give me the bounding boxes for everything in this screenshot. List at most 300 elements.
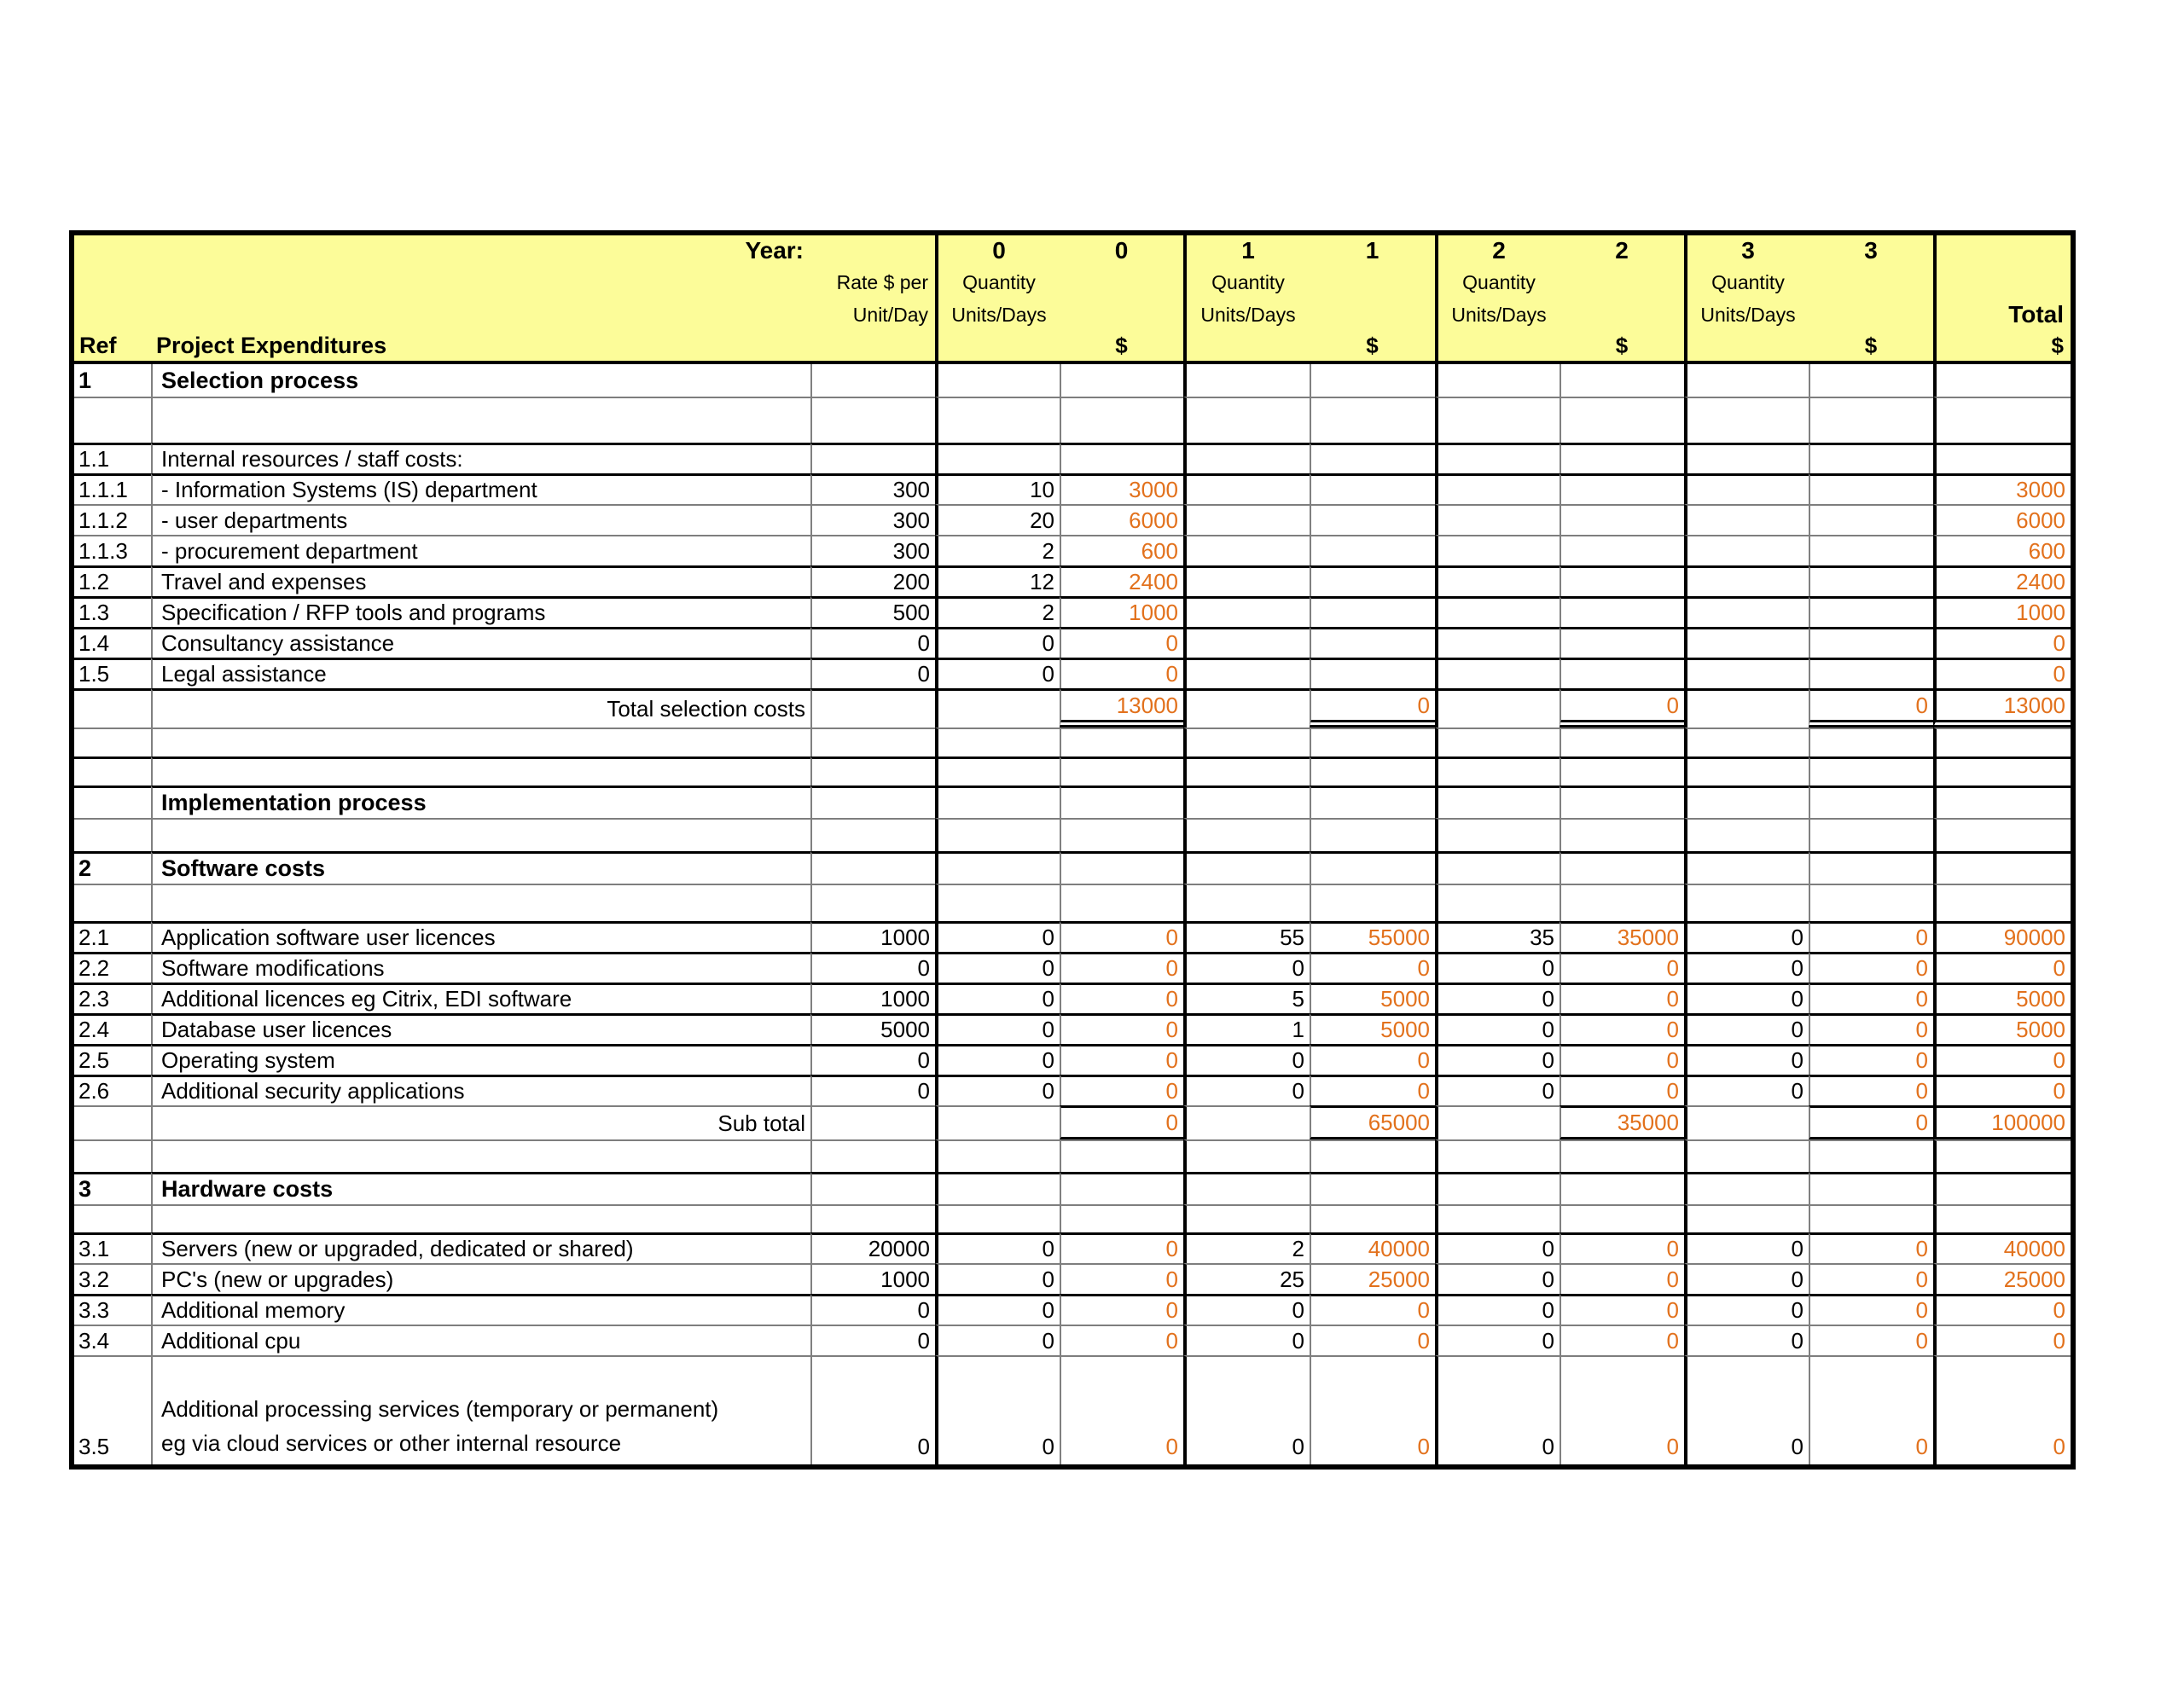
cell-description: Legal assistance — [151, 658, 810, 688]
year-2-qty-header: 2 — [1435, 235, 1560, 266]
cell-year3-qty — [1684, 786, 1809, 818]
cell-year1-dollars: 0 — [1310, 1294, 1435, 1325]
cell-ref: 1.1.2 — [74, 504, 151, 535]
cell-ref: 2.4 — [74, 1013, 151, 1044]
cell-year1-dollars — [1310, 851, 1435, 884]
cell-year3-qty: 0 — [1684, 952, 1809, 983]
cell-year3-dollars — [1809, 473, 1933, 504]
cell-total — [1933, 443, 2071, 473]
cell-description: Travel and expenses — [151, 565, 810, 596]
cell-year1-dollars: 25000 — [1310, 1263, 1435, 1294]
cell-year3-dollars — [1809, 851, 1933, 884]
cell-description: Total selection costs — [151, 688, 810, 728]
cell-year2-qty — [1435, 818, 1560, 851]
dollar-header: $ — [1615, 333, 1629, 358]
quantity-header: Quantity — [935, 266, 1060, 299]
cell-ref: 2.6 — [74, 1075, 151, 1105]
cell-year2-dollars — [1560, 473, 1684, 504]
header-spacer — [1809, 299, 1933, 331]
cell-rate — [810, 1105, 935, 1139]
cell-year0-dollars — [1060, 786, 1183, 818]
units-days-header: Units/Days — [1684, 299, 1809, 331]
cell-year0-qty — [935, 1172, 1060, 1204]
cell-year0-dollars: 0 — [1060, 921, 1183, 952]
cell-year3-qty — [1684, 627, 1809, 658]
cell-rate: 0 — [810, 1044, 935, 1075]
cell-ref — [74, 884, 151, 921]
cell-rate — [810, 884, 935, 921]
cell-rate — [810, 1139, 935, 1172]
cell-rate — [810, 364, 935, 397]
cell-year0-dollars — [1060, 818, 1183, 851]
cell-description: Software modifications — [151, 952, 810, 983]
cell-total — [1933, 818, 2071, 851]
cell-year1-qty — [1183, 565, 1310, 596]
cell-year0-qty — [935, 884, 1060, 921]
cell-year0-qty — [935, 443, 1060, 473]
cell-year2-dollars — [1560, 627, 1684, 658]
cell-total: 0 — [1933, 658, 2071, 688]
cell-year3-dollars — [1809, 1172, 1933, 1204]
cell-year3-dollars: 0 — [1809, 952, 1933, 983]
cell-year1-dollars — [1310, 1139, 1435, 1172]
cell-total — [1933, 786, 2071, 818]
cell-year2-dollars: 0 — [1560, 1325, 1684, 1355]
cell-rate — [810, 851, 935, 884]
cell-year0-qty — [935, 757, 1060, 786]
cell-year0-qty: 0 — [935, 658, 1060, 688]
cell-ref — [74, 1204, 151, 1232]
cell-year3-qty: 0 — [1684, 983, 1809, 1013]
cell-year0-dollars: 13000 — [1060, 688, 1183, 728]
cell-year2-dollars — [1560, 757, 1684, 786]
cell-total — [1933, 1204, 2071, 1232]
cell-year3-qty — [1684, 658, 1809, 688]
cell-year1-dollars — [1310, 596, 1435, 627]
cell-year1-qty — [1183, 1105, 1310, 1139]
header-spacer — [1060, 299, 1183, 331]
cell-rate: 0 — [810, 658, 935, 688]
cell-year1-dollars — [1310, 565, 1435, 596]
cell-ref — [74, 786, 151, 818]
cell-year3-qty: 0 — [1684, 1294, 1809, 1325]
cell-year2-dollars — [1560, 728, 1684, 757]
cell-description: Additional licences eg Citrix, EDI software — [151, 983, 810, 1013]
cell-year0-qty — [935, 688, 1060, 728]
cell-ref: 2 — [74, 851, 151, 884]
cell-year3-qty — [1684, 757, 1809, 786]
cell-ref: 1.1.1 — [74, 473, 151, 504]
cell-year3-qty — [1684, 688, 1809, 728]
cell-total: 13000 — [1933, 688, 2071, 728]
cell-year0-dollars: 0 — [1060, 1263, 1183, 1294]
cell-rate — [810, 1172, 935, 1204]
cell-year0-qty: 0 — [935, 1013, 1060, 1044]
cell-year2-qty — [1435, 364, 1560, 397]
cell-year2-dollars: 0 — [1560, 952, 1684, 983]
header-spacer — [1183, 331, 1310, 361]
cell-description: Additional memory — [151, 1294, 810, 1325]
cell-year3-dollars: 0 — [1809, 688, 1933, 728]
cell-year1-dollars — [1310, 1204, 1435, 1232]
cell-year0-dollars: 0 — [1060, 1105, 1183, 1139]
cell-rate: 0 — [810, 952, 935, 983]
cell-description: Additional security applications — [151, 1075, 810, 1105]
cell-rate: 300 — [810, 473, 935, 504]
cell-description: Sub total — [151, 1105, 810, 1139]
expenditure-table — [69, 230, 2076, 1470]
cell-year1-qty — [1183, 728, 1310, 757]
cell-year2-dollars: 0 — [1560, 1013, 1684, 1044]
cell-year0-dollars: 0 — [1060, 1294, 1183, 1325]
cell-year3-dollars: 0 — [1809, 1355, 1933, 1464]
cell-rate — [810, 728, 935, 757]
cell-year2-qty: 0 — [1435, 1044, 1560, 1075]
cell-year2-qty — [1435, 884, 1560, 921]
total-dollar-header: $ — [1933, 331, 2071, 361]
cell-total: 0 — [1933, 1075, 2071, 1105]
cell-year1-dollars — [1310, 397, 1435, 443]
cell-year3-dollars — [1809, 504, 1933, 535]
cell-year2-dollars: 0 — [1560, 1044, 1684, 1075]
cell-rate: 0 — [810, 1325, 935, 1355]
cell-year0-dollars: 0 — [1060, 952, 1183, 983]
cell-year2-dollars — [1560, 504, 1684, 535]
cell-year3-qty — [1684, 1204, 1809, 1232]
cell-total — [1933, 728, 2071, 757]
cell-year3-dollars — [1809, 757, 1933, 786]
cell-description: Software costs — [151, 851, 810, 884]
cell-year0-dollars: 1000 — [1060, 596, 1183, 627]
header-line-units — [74, 299, 2071, 331]
cell-year0-dollars: 2400 — [1060, 565, 1183, 596]
rate-header-line2: Unit/Day — [852, 303, 928, 326]
cell-year2-dollars: 0 — [1560, 1355, 1684, 1464]
cell-year0-dollars: 0 — [1060, 1013, 1183, 1044]
cell-year0-qty — [935, 1139, 1060, 1172]
cell-ref: 3.4 — [74, 1325, 151, 1355]
cell-year2-qty — [1435, 565, 1560, 596]
cell-year3-qty: 0 — [1684, 1263, 1809, 1294]
year-3-qty-header: 3 — [1684, 235, 1809, 266]
cell-ref — [74, 728, 151, 757]
cell-description: Application software user licences — [151, 921, 810, 952]
cell-year1-qty — [1183, 688, 1310, 728]
cell-description — [151, 757, 810, 786]
cell-year0-qty — [935, 364, 1060, 397]
cell-year3-qty — [1684, 397, 1809, 443]
cell-year2-dollars — [1560, 1139, 1684, 1172]
cell-description — [151, 1204, 810, 1232]
cell-year3-dollars — [1809, 535, 1933, 565]
cell-year2-qty: 0 — [1435, 1232, 1560, 1263]
cell-year2-dollars: 0 — [1560, 983, 1684, 1013]
cell-year1-dollars: 5000 — [1310, 983, 1435, 1013]
cell-year2-dollars — [1560, 535, 1684, 565]
quantity-header: Quantity — [1684, 266, 1809, 299]
expenditure-rows — [74, 364, 2071, 1464]
cell-year1-dollars: 0 — [1310, 1325, 1435, 1355]
cell-year2-dollars: 0 — [1560, 1075, 1684, 1105]
cell-year2-qty — [1435, 851, 1560, 884]
cell-total: 0 — [1933, 952, 2071, 983]
cell-year3-qty — [1684, 364, 1809, 397]
cell-rate: 0 — [810, 1294, 935, 1325]
cell-description: Specification / RFP tools and programs — [151, 596, 810, 627]
cell-year1-qty: 0 — [1183, 1044, 1310, 1075]
cell-year1-qty: 0 — [1183, 1325, 1310, 1355]
cell-year1-qty — [1183, 851, 1310, 884]
cell-year1-qty: 0 — [1183, 952, 1310, 983]
cell-rate: 300 — [810, 504, 935, 535]
cell-year2-qty: 35 — [1435, 921, 1560, 952]
description-line-1: Additional processing services (temporary or permanent) — [161, 1396, 719, 1422]
header-spacer — [1435, 331, 1560, 361]
cell-description — [151, 818, 810, 851]
cell-year0-qty — [935, 397, 1060, 443]
cell-year1-qty: 55 — [1183, 921, 1310, 952]
cell-total: 0 — [1933, 1294, 2071, 1325]
cell-year3-qty: 0 — [1684, 1044, 1809, 1075]
cell-year2-qty — [1435, 1204, 1560, 1232]
cell-year2-dollars — [1560, 1204, 1684, 1232]
cell-description: Additional cpu — [151, 1325, 810, 1355]
header-spacer — [935, 331, 1060, 361]
cell-total: 0 — [1933, 1355, 2071, 1464]
year-2-dollar-header: 2 — [1615, 237, 1629, 264]
cell-ref — [74, 1139, 151, 1172]
cell-year0-qty: 2 — [935, 535, 1060, 565]
cell-year2-dollars — [1560, 397, 1684, 443]
cell-year3-dollars: 0 — [1809, 1105, 1933, 1139]
cell-ref: 1.2 — [74, 565, 151, 596]
cell-year3-dollars — [1809, 786, 1933, 818]
rate-header-line1: Rate $ per — [836, 270, 928, 293]
cell-year1-qty — [1183, 884, 1310, 921]
cell-year1-dollars: 0 — [1310, 952, 1435, 983]
cell-year2-dollars: 35000 — [1560, 1105, 1684, 1139]
cell-year1-qty: 0 — [1183, 1355, 1310, 1464]
quantity-header: Quantity — [1183, 266, 1310, 299]
cell-rate: 1000 — [810, 983, 935, 1013]
cell-year2-qty — [1435, 658, 1560, 688]
cell-rate: 0 — [810, 627, 935, 658]
cell-year2-dollars: 0 — [1560, 688, 1684, 728]
cell-year1-dollars — [1310, 443, 1435, 473]
cell-year3-qty — [1684, 818, 1809, 851]
cell-year1-qty: 0 — [1183, 1294, 1310, 1325]
cell-year2-dollars — [1560, 658, 1684, 688]
cell-total: 3000 — [1933, 473, 2071, 504]
cell-ref: 1.4 — [74, 627, 151, 658]
cell-total: 1000 — [1933, 596, 2071, 627]
cell-year3-qty — [1684, 504, 1809, 535]
cell-total: 100000 — [1933, 1105, 2071, 1139]
cell-year2-qty — [1435, 728, 1560, 757]
total-header: Total — [1933, 299, 2071, 331]
cell-year0-qty: 0 — [935, 1263, 1060, 1294]
cell-year3-dollars: 0 — [1809, 1044, 1933, 1075]
cell-year0-qty: 0 — [935, 952, 1060, 983]
cell-year1-qty: 5 — [1183, 983, 1310, 1013]
cell-description: Internal resources / staff costs: — [151, 443, 810, 473]
cell-year0-dollars — [1060, 728, 1183, 757]
expenditures-header: Project Expenditures — [156, 333, 387, 358]
cell-ref — [74, 1105, 151, 1139]
cell-total: 40000 — [1933, 1232, 2071, 1263]
cell-description: Servers (new or upgraded, dedicated or shared) — [151, 1232, 810, 1263]
cell-year1-qty — [1183, 596, 1310, 627]
cell-year0-qty — [935, 786, 1060, 818]
cell-total — [1933, 757, 2071, 786]
cell-year0-dollars: 0 — [1060, 658, 1183, 688]
cell-description: Hardware costs — [151, 1172, 810, 1204]
cell-total — [1933, 397, 2071, 443]
cell-ref: 1 — [78, 367, 92, 393]
cell-year1-dollars: 0 — [1310, 1075, 1435, 1105]
cell-year1-dollars — [1310, 535, 1435, 565]
cell-year3-dollars — [1809, 658, 1933, 688]
cell-year0-dollars: 0 — [1060, 1232, 1183, 1263]
cell-year0-qty: 0 — [935, 983, 1060, 1013]
cell-year2-qty — [1435, 504, 1560, 535]
cell-rate: 300 — [810, 535, 935, 565]
cell-year0-qty: 0 — [935, 1044, 1060, 1075]
year-0-dollar-header: 0 — [1114, 237, 1129, 264]
cell-description — [151, 1139, 810, 1172]
cell-year1-qty — [1183, 658, 1310, 688]
cell-year1-qty — [1183, 627, 1310, 658]
cell-year2-qty — [1435, 535, 1560, 565]
header-spacer — [1933, 235, 2071, 266]
cell-description — [151, 397, 810, 443]
cell-year3-qty: 0 — [1684, 1232, 1809, 1263]
header-spacer — [74, 266, 151, 299]
cell-year0-qty: 0 — [935, 921, 1060, 952]
cell-year1-qty: 0 — [1183, 1075, 1310, 1105]
cell-year3-dollars: 0 — [1809, 1263, 1933, 1294]
cell-year3-dollars — [1809, 627, 1933, 658]
year-1-qty-header: 1 — [1183, 235, 1310, 266]
cell-year1-qty — [1183, 397, 1310, 443]
cell-year1-qty — [1183, 1139, 1310, 1172]
cell-year1-qty — [1183, 443, 1310, 473]
cell-year0-dollars: 0 — [1060, 1075, 1183, 1105]
header-line-quantity — [74, 266, 2071, 299]
units-days-header: Units/Days — [935, 299, 1060, 331]
header-spacer — [151, 299, 810, 331]
cell-description — [151, 884, 810, 921]
cell-description: Consultancy assistance — [151, 627, 810, 658]
cell-year2-dollars — [1560, 565, 1684, 596]
cell-ref: 2.3 — [74, 983, 151, 1013]
cell-year0-dollars: 600 — [1060, 535, 1183, 565]
cell-year2-dollars: 35000 — [1560, 921, 1684, 952]
cell-year0-qty: 10 — [935, 473, 1060, 504]
cell-total — [1933, 851, 2071, 884]
cell-year1-dollars — [1310, 786, 1435, 818]
dollar-header: $ — [1864, 333, 1878, 358]
cell-total: 0 — [1933, 1044, 2071, 1075]
cell-year0-qty — [935, 818, 1060, 851]
cell-year1-dollars — [1310, 1172, 1435, 1204]
cell-year0-dollars: 3000 — [1060, 473, 1183, 504]
cell-year0-dollars: 0 — [1060, 1355, 1183, 1464]
cell-year3-qty — [1684, 884, 1809, 921]
dollar-header: $ — [1366, 333, 1379, 358]
cell-year1-dollars — [1310, 884, 1435, 921]
cell-rate — [810, 443, 935, 473]
cell-year2-dollars: 0 — [1560, 1232, 1684, 1263]
cell-year0-qty — [935, 728, 1060, 757]
header-spacer — [74, 235, 151, 266]
cell-year3-qty — [1684, 596, 1809, 627]
cell-year0-qty — [935, 1105, 1060, 1139]
cell-year0-dollars — [1060, 757, 1183, 786]
cell-year0-qty: 12 — [935, 565, 1060, 596]
quantity-header: Quantity — [1435, 266, 1560, 299]
cell-year0-qty: 0 — [935, 1075, 1060, 1105]
cell-description: Implementation process — [151, 786, 810, 818]
cell-year2-qty — [1435, 1105, 1560, 1139]
cell-year0-qty: 0 — [935, 627, 1060, 658]
cell-year3-qty — [1684, 728, 1809, 757]
cell-year2-qty — [1435, 397, 1560, 443]
cell-total: 2400 — [1933, 565, 2071, 596]
cell-year1-dollars — [1310, 473, 1435, 504]
cell-ref: 1.1 — [74, 443, 151, 473]
cell-year3-dollars: 0 — [1809, 921, 1933, 952]
cell-year1-qty — [1183, 535, 1310, 565]
cell-ref — [74, 818, 151, 851]
header-spacer — [1310, 266, 1435, 299]
cell-year3-qty: 0 — [1684, 1325, 1809, 1355]
cell-year3-qty — [1684, 565, 1809, 596]
cell-year1-qty — [1183, 757, 1310, 786]
cell-year2-qty — [1435, 1172, 1560, 1204]
cell-year3-qty — [1684, 443, 1809, 473]
cell-total — [1933, 1139, 2071, 1172]
cell-year3-qty: 0 — [1684, 1013, 1809, 1044]
cell-total: 90000 — [1933, 921, 2071, 952]
cell-description: - Information Systems (IS) department — [151, 473, 810, 504]
cell-total: 5000 — [1933, 983, 2071, 1013]
cell-ref — [74, 757, 151, 786]
cell-year1-dollars: 0 — [1310, 1044, 1435, 1075]
cell-ref: 3.2 — [74, 1263, 151, 1294]
cell-year3-qty: 0 — [1684, 921, 1809, 952]
header-spacer — [1060, 266, 1183, 299]
cell-year1-dollars: 0 — [1310, 688, 1435, 728]
cell-year2-qty: 0 — [1435, 983, 1560, 1013]
year-3-dollar-header: 3 — [1864, 237, 1878, 264]
cell-year0-qty — [935, 1204, 1060, 1232]
cell-year3-dollars — [1809, 397, 1933, 443]
cell-year2-dollars — [1560, 364, 1684, 397]
cell-rate — [810, 757, 935, 786]
cell-rate — [810, 688, 935, 728]
header-spacer — [810, 235, 935, 266]
cell-year3-qty: 0 — [1684, 1075, 1809, 1105]
cell-rate: 0 — [810, 1355, 935, 1464]
cell-total — [1933, 1172, 2071, 1204]
cell-year0-dollars — [1060, 884, 1183, 921]
cell-year1-dollars — [1310, 818, 1435, 851]
cell-year2-qty: 0 — [1435, 1075, 1560, 1105]
cell-year3-dollars — [1809, 728, 1933, 757]
cell-ref: 3 — [74, 1172, 151, 1204]
cell-year3-dollars: 0 — [1809, 1232, 1933, 1263]
